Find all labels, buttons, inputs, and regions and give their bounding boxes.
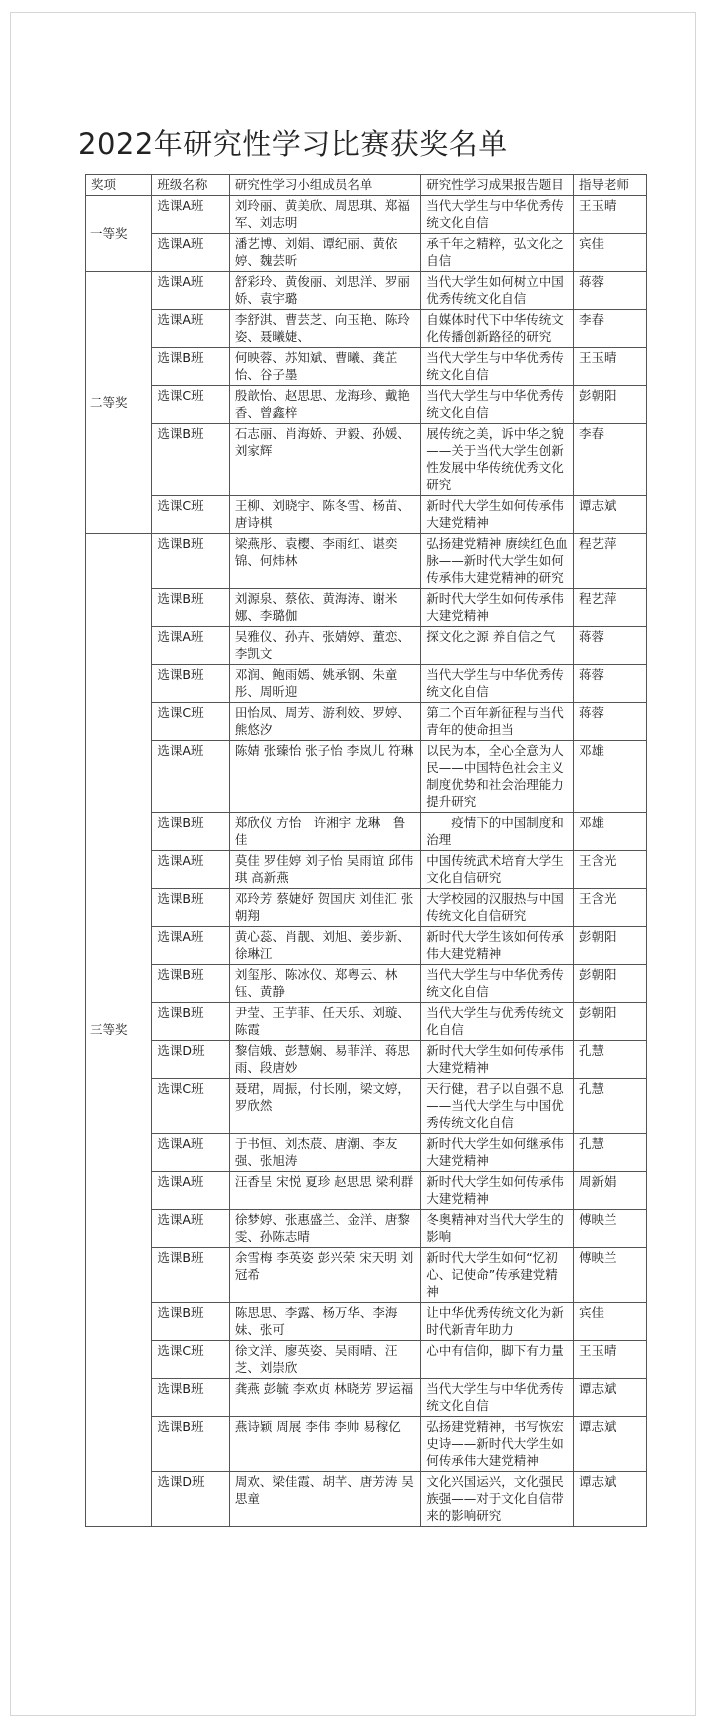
teacher-cell: 孔慧	[573, 1041, 646, 1079]
members-cell: 邓玲芳 蔡婕妤 贺国庆 刘佳汇 张朝翔	[229, 889, 420, 927]
table-row	[86, 386, 647, 424]
class-cell: 选课B班	[152, 1417, 229, 1472]
class-cell: 选课D班	[152, 1472, 229, 1527]
class-cell: 选课B班	[152, 665, 229, 703]
teacher-cell: 傅映兰	[573, 1210, 646, 1248]
table-row	[86, 1003, 647, 1041]
teacher-cell: 蒋蓉	[573, 665, 646, 703]
table-row	[86, 1041, 647, 1079]
table-row	[86, 272, 647, 310]
table-row	[86, 741, 647, 813]
class-cell: 选课A班	[152, 310, 229, 348]
class-cell: 选课B班	[152, 534, 229, 589]
report-cell: 天行健，君子以自强不息——当代大学生与中国优秀传统文化自信	[421, 1079, 574, 1134]
class-cell: 选课B班	[152, 1248, 229, 1303]
table-row	[86, 927, 647, 965]
teacher-cell: 彭朝阳	[573, 927, 646, 965]
class-cell: 选课B班	[152, 348, 229, 386]
members-cell: 王柳、刘晓宇、陈冬雪、杨苗、唐诗棋	[229, 496, 420, 534]
col-header-class: 班级名称	[152, 175, 229, 196]
members-cell: 汪香呈 宋悦 夏珍 赵思思 梁利群	[229, 1172, 420, 1210]
report-cell: 展传统之美，诉中华之貌——关于当代大学生创新性发展中华传统优秀文化研究	[421, 424, 574, 496]
class-cell: 选课C班	[152, 386, 229, 424]
class-cell: 选课B班	[152, 1379, 229, 1417]
class-cell: 选课B班	[152, 424, 229, 496]
members-cell: 龚燕 彭毓 李欢贞 林晓芳 罗运福	[229, 1379, 420, 1417]
teacher-cell: 彭朝阳	[573, 1003, 646, 1041]
table-row	[86, 1248, 647, 1303]
class-cell: 选课A班	[152, 927, 229, 965]
teacher-cell: 宾佳	[573, 1303, 646, 1341]
teacher-cell: 蒋蓉	[573, 272, 646, 310]
col-header-members: 研究性学习小组成员名单	[229, 175, 420, 196]
class-cell: 选课C班	[152, 1341, 229, 1379]
teacher-cell: 孔慧	[573, 1134, 646, 1172]
members-cell: 周欢、梁佳霞、胡芊、唐芳涛 吴思童	[229, 1472, 420, 1527]
teacher-cell: 王含光	[573, 851, 646, 889]
members-cell: 潘艺博、刘娟、谭纪丽、黄依婷、魏芸昕	[229, 234, 420, 272]
teacher-cell: 谭志斌	[573, 496, 646, 534]
members-cell: 舒彩玲、黄俊丽、刘思洋、罗丽娇、袁宇璐	[229, 272, 420, 310]
table-row	[86, 348, 647, 386]
class-cell: 选课A班	[152, 627, 229, 665]
page-title: 2022年研究性学习比赛获奖名单	[78, 127, 508, 161]
members-cell: 黎信娥、彭慧娴、易菲洋、蒋思雨、段唐妙	[229, 1041, 420, 1079]
class-cell: 选课A班	[152, 1210, 229, 1248]
table-row	[86, 234, 647, 272]
teacher-cell: 李春	[573, 424, 646, 496]
teacher-cell: 程艺萍	[573, 589, 646, 627]
report-cell: 第二个百年新征程与当代青年的使命担当	[421, 703, 574, 741]
table-row	[86, 1172, 647, 1210]
table-row	[86, 310, 647, 348]
table-row	[86, 1379, 647, 1417]
class-cell: 选课A班	[152, 741, 229, 813]
members-cell: 石志丽、肖海娇、尹毅、孙媛、刘家辉	[229, 424, 420, 496]
members-cell: 陈婧 张臻怡 张子怡 李岚儿 符琳	[229, 741, 420, 813]
table-row	[86, 851, 647, 889]
members-cell: 殷歆怡、赵思思、龙海珍、戴艳香、曾鑫梓	[229, 386, 420, 424]
report-cell: 探文化之源 养自信之气	[421, 627, 574, 665]
class-cell: 选课C班	[152, 1079, 229, 1134]
teacher-cell: 傅映兰	[573, 1248, 646, 1303]
report-cell: 当代大学生与中华优秀传统文化自信	[421, 965, 574, 1003]
table-row	[86, 424, 647, 496]
table-row	[86, 889, 647, 927]
report-cell: 冬奥精神对当代大学生的影响	[421, 1210, 574, 1248]
table-row	[86, 665, 647, 703]
members-cell: 黄心蕊、肖靓、刘旭、姜步新、徐琳江	[229, 927, 420, 965]
report-cell: 新时代大学生如何传承伟大建党精神	[421, 589, 574, 627]
table-row	[86, 627, 647, 665]
report-cell: 新时代大学生如何继承伟大建党精神	[421, 1134, 574, 1172]
awards-table-body	[86, 196, 647, 1527]
prize-cell: 一等奖	[86, 196, 152, 272]
table-row	[86, 589, 647, 627]
teacher-cell: 彭朝阳	[573, 965, 646, 1003]
report-cell: 新时代大学生如何传承伟大建党精神	[421, 496, 574, 534]
table-row	[86, 1210, 647, 1248]
class-cell: 选课A班	[152, 272, 229, 310]
teacher-cell: 孔慧	[573, 1079, 646, 1134]
report-cell: 当代大学生如何树立中国优秀传统文化自信	[421, 272, 574, 310]
col-header-report: 研究性学习成果报告题目	[421, 175, 574, 196]
report-cell: 自媒体时代下中华传统文化传播创新路径的研究	[421, 310, 574, 348]
report-cell: 大学校园的汉服热与中国传统文化自信研究	[421, 889, 574, 927]
teacher-cell: 王玉晴	[573, 196, 646, 234]
members-cell: 郑欣仪 方怡 许湘宇 龙琳 鲁佳	[229, 813, 420, 851]
report-cell: 让中华优秀传统文化为新时代新青年助力	[421, 1303, 574, 1341]
report-cell: 弘扬建党精神，书写恢宏史诗——新时代大学生如何传承伟大建党精神	[421, 1417, 574, 1472]
class-cell: 选课B班	[152, 589, 229, 627]
members-cell: 陈思思、李露、杨万华、李海妹、张可	[229, 1303, 420, 1341]
table-row	[86, 1079, 647, 1134]
members-cell: 刘源泉、蔡依、黄海涛、谢米娜、李璐伽	[229, 589, 420, 627]
members-cell: 田怡凤、周芳、游利姣、罗婷、熊悠汐	[229, 703, 420, 741]
report-cell: 新时代大学生该如何传承伟大建党精神	[421, 927, 574, 965]
members-cell: 燕诗颖 周展 李伟 李帅 易稼亿	[229, 1417, 420, 1472]
teacher-cell: 王玉晴	[573, 1341, 646, 1379]
prize-cell: 二等奖	[86, 272, 152, 534]
class-cell: 选课D班	[152, 1041, 229, 1079]
class-cell: 选课A班	[152, 234, 229, 272]
members-cell: 何映蓉、苏知斌、曹曦、龚芷怡、谷子墨	[229, 348, 420, 386]
col-header-prize: 奖项	[86, 175, 152, 196]
teacher-cell: 谭志斌	[573, 1417, 646, 1472]
report-cell: 弘扬建党精神 赓续红色血脉——新时代大学生如何传承伟大建党精神的研究	[421, 534, 574, 589]
teacher-cell: 蒋蓉	[573, 703, 646, 741]
report-cell: 以民为本，全心全意为人民——中国特色社会主义制度优势和社会治理能力提升研究	[421, 741, 574, 813]
teacher-cell: 邓雄	[573, 813, 646, 851]
class-cell: 选课B班	[152, 965, 229, 1003]
report-cell: 当代大学生与优秀传统文化自信	[421, 1003, 574, 1041]
class-cell: 选课B班	[152, 889, 229, 927]
members-cell: 刘玲丽、黄美欣、周思琪、郑福军、刘志明	[229, 196, 420, 234]
members-cell: 尹莹、王芋菲、任天乐、刘璇、陈霞	[229, 1003, 420, 1041]
teacher-cell: 宾佳	[573, 234, 646, 272]
table-row	[86, 1134, 647, 1172]
members-cell: 徐梦婷、张惠盛兰、金洋、唐黎雯、孙陈志晴	[229, 1210, 420, 1248]
table-row	[86, 703, 647, 741]
teacher-cell: 邓雄	[573, 741, 646, 813]
report-cell: 心中有信仰，脚下有力量	[421, 1341, 574, 1379]
class-cell: 选课C班	[152, 703, 229, 741]
report-cell: 新时代大学生如何传承伟大建党精神	[421, 1172, 574, 1210]
members-cell: 邓润、鲍雨嫣、姚承钢、朱童彤、周昕迎	[229, 665, 420, 703]
class-cell: 选课C班	[152, 496, 229, 534]
teacher-cell: 周新娟	[573, 1172, 646, 1210]
class-cell: 选课A班	[152, 851, 229, 889]
table-row	[86, 813, 647, 851]
members-cell: 于书恒、刘杰莀、唐潮、李友强、张旭涛	[229, 1134, 420, 1172]
teacher-cell: 程艺萍	[573, 534, 646, 589]
report-cell: 当代大学生与中华优秀传统文化自信	[421, 348, 574, 386]
report-cell: 当代大学生与中华优秀传统文化自信	[421, 196, 574, 234]
awards-table	[85, 174, 647, 1527]
table-row	[86, 496, 647, 534]
class-cell: 选课B班	[152, 813, 229, 851]
class-cell: 选课A班	[152, 1134, 229, 1172]
table-row	[86, 1341, 647, 1379]
col-header-teacher: 指导老师	[573, 175, 646, 196]
teacher-cell: 李春	[573, 310, 646, 348]
table-header-row	[86, 175, 647, 196]
report-cell: 文化兴国运兴，文化强民族强——对于文化自信带来的影响研究	[421, 1472, 574, 1527]
table-row	[86, 534, 647, 589]
class-cell: 选课A班	[152, 196, 229, 234]
report-cell: 新时代大学生如何传承伟大建党精神	[421, 1041, 574, 1079]
class-cell: 选课B班	[152, 1303, 229, 1341]
table-row	[86, 196, 647, 234]
report-cell: 疫情下的中国制度和治理	[421, 813, 574, 851]
report-cell: 承千年之精粹，弘文化之自信	[421, 234, 574, 272]
teacher-cell: 蒋蓉	[573, 627, 646, 665]
class-cell: 选课A班	[152, 1172, 229, 1210]
members-cell: 徐文洋、廖英姿、吴雨晴、汪芝、刘崇欣	[229, 1341, 420, 1379]
members-cell: 刘玺彤、陈冰仪、郑粤云、林钰、黄静	[229, 965, 420, 1003]
table-row	[86, 1472, 647, 1527]
report-cell: 当代大学生与中华优秀传统文化自信	[421, 1379, 574, 1417]
report-cell: 新时代大学生如何“忆初心、记使命”传承建党精神	[421, 1248, 574, 1303]
table-row	[86, 965, 647, 1003]
members-cell: 莫佳 罗佳婷 刘子怡 吴雨谊 邱伟琪 高新燕	[229, 851, 420, 889]
table-row	[86, 1417, 647, 1472]
report-cell: 中国传统武术培育大学生文化自信研究	[421, 851, 574, 889]
teacher-cell: 彭朝阳	[573, 386, 646, 424]
report-cell: 当代大学生与中华优秀传统文化自信	[421, 386, 574, 424]
members-cell: 余雪梅 李英姿 彭兴荣 宋天明 刘冠希	[229, 1248, 420, 1303]
teacher-cell: 王玉晴	[573, 348, 646, 386]
members-cell: 梁燕彤、袁樱、李雨红、谌奕锦、何炜林	[229, 534, 420, 589]
teacher-cell: 王含光	[573, 889, 646, 927]
table-row	[86, 1303, 647, 1341]
members-cell: 吴雅仪、孙卉、张婧婷、董恋、李凯文	[229, 627, 420, 665]
class-cell: 选课B班	[152, 1003, 229, 1041]
prize-cell: 三等奖	[86, 534, 152, 1527]
teacher-cell: 谭志斌	[573, 1472, 646, 1527]
teacher-cell: 谭志斌	[573, 1379, 646, 1417]
members-cell: 聂珺，周振，付长刚，梁文婷，罗欣然	[229, 1079, 420, 1134]
members-cell: 李舒淇、曹芸芝、向玉艳、陈玲姿、聂曦婕、	[229, 310, 420, 348]
report-cell: 当代大学生与中华优秀传统文化自信	[421, 665, 574, 703]
